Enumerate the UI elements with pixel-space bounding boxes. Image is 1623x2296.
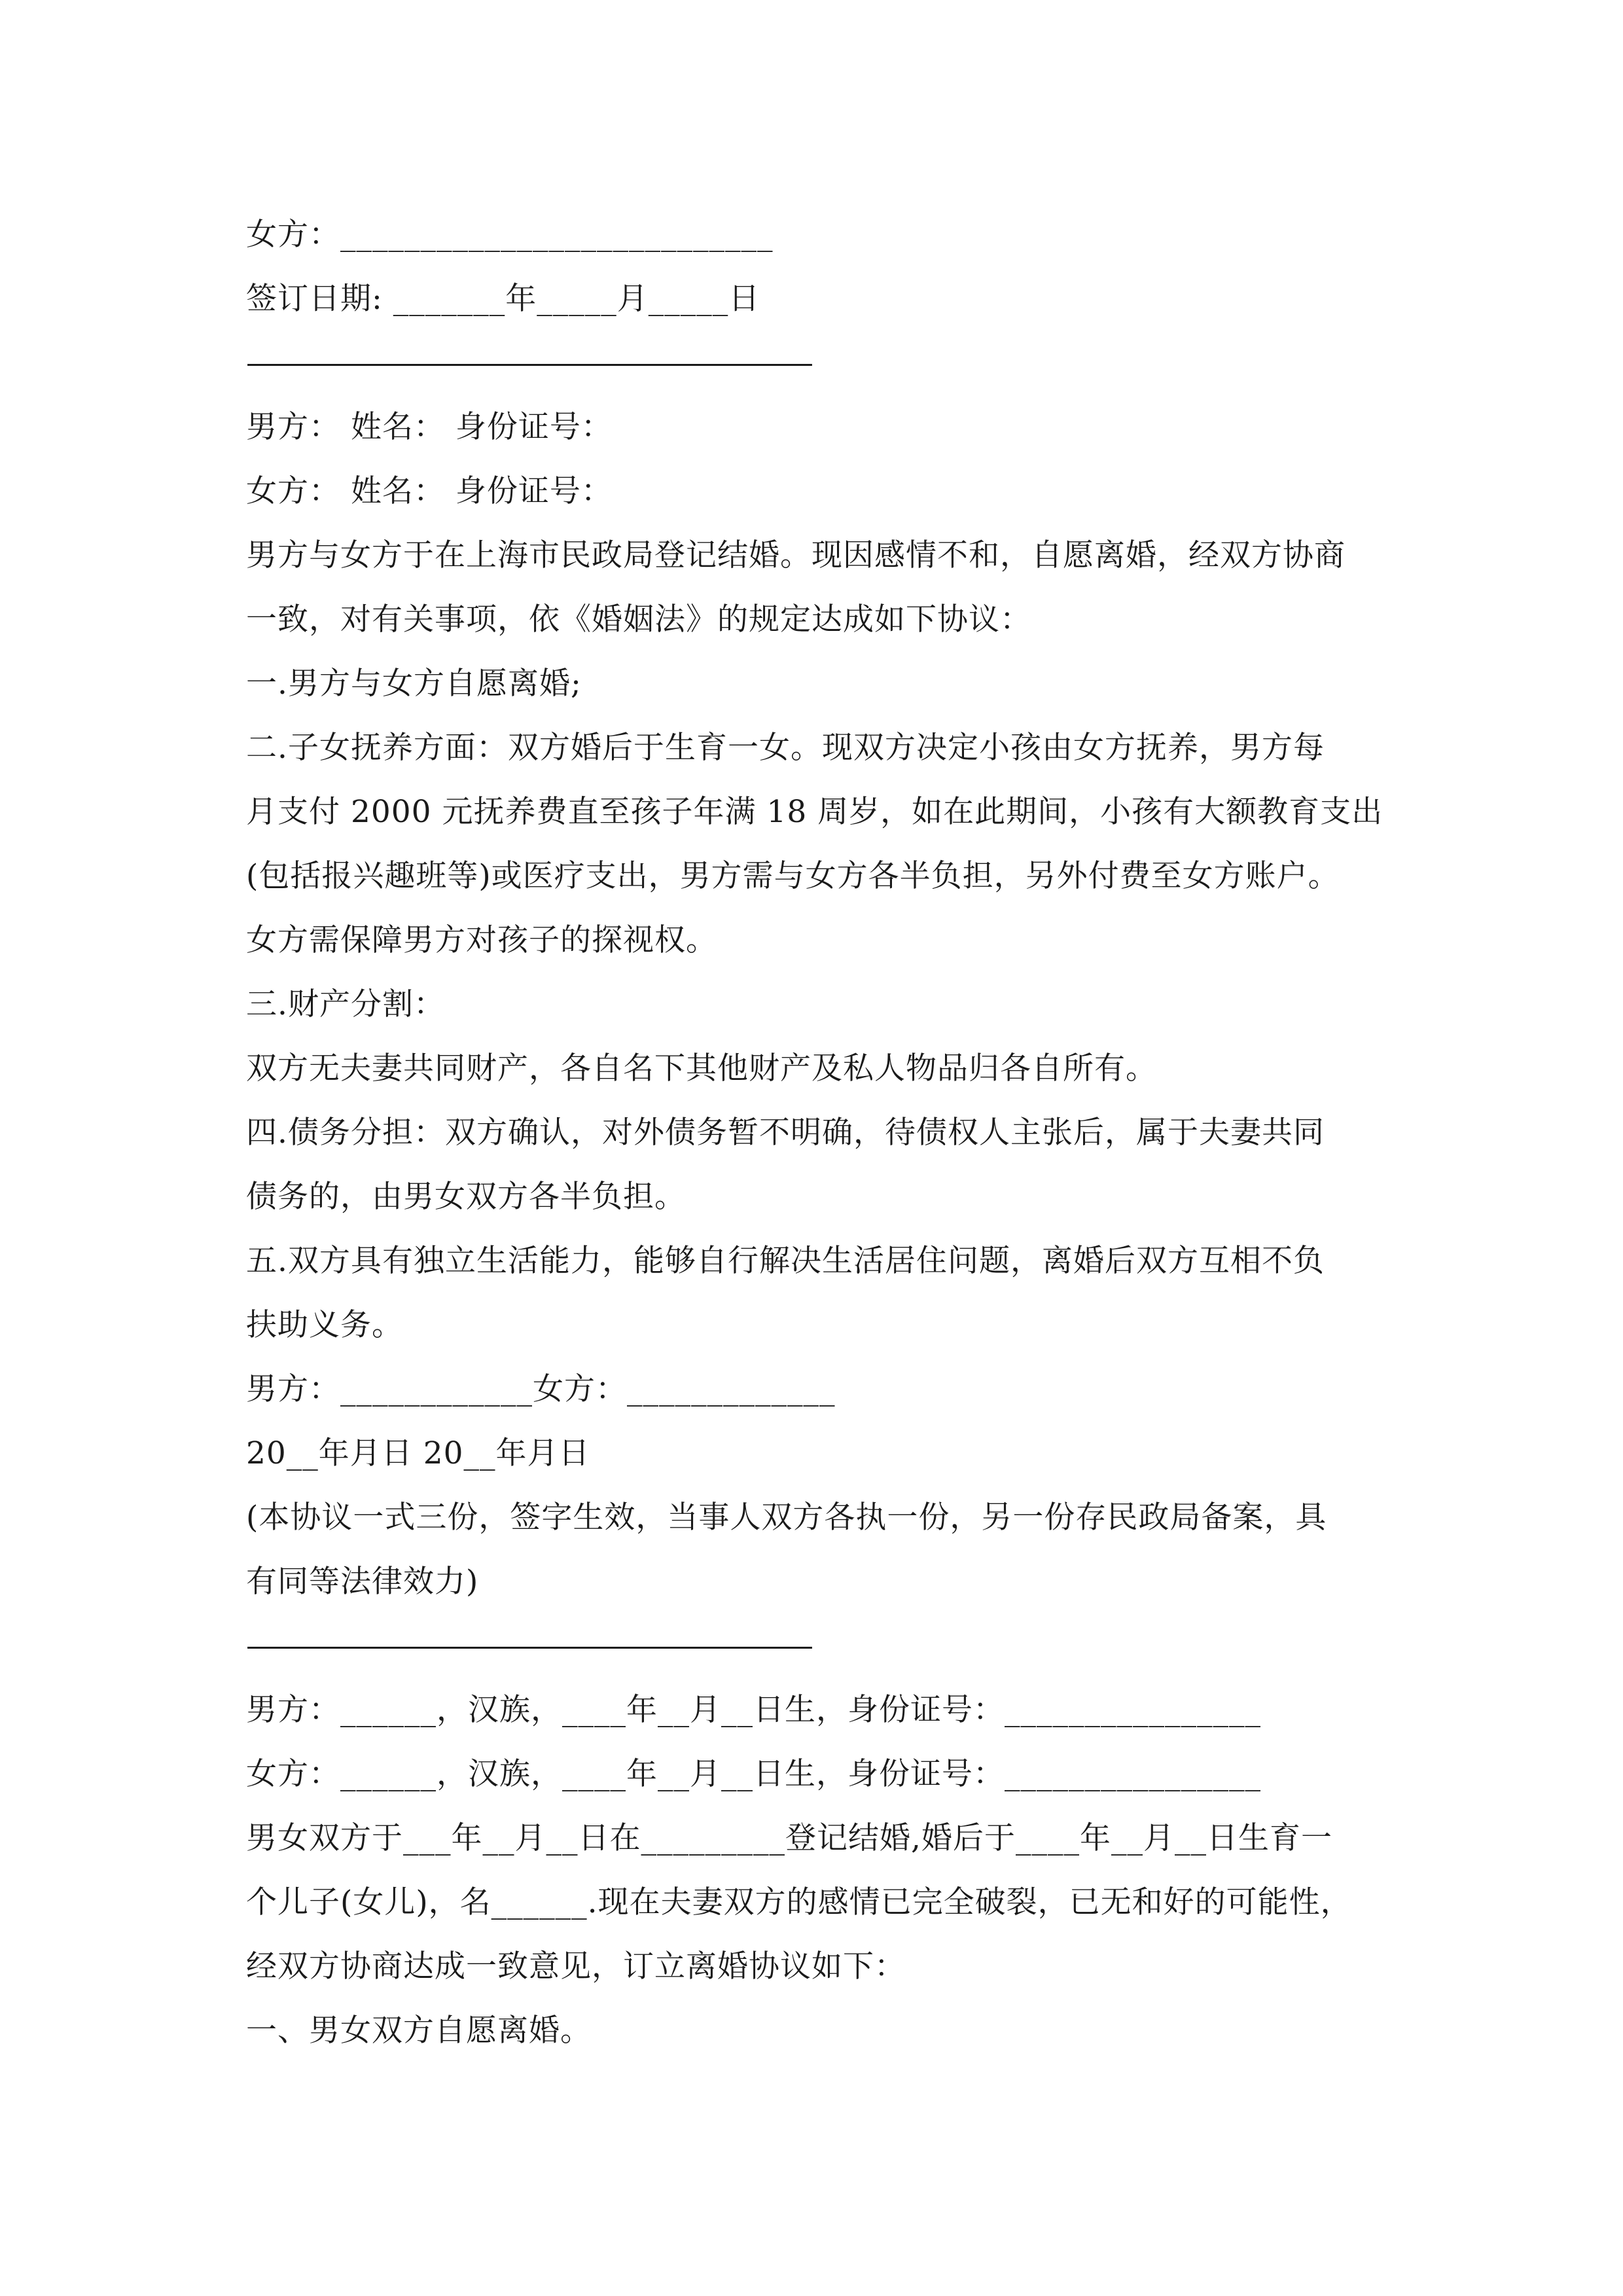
section-divider: ————————————————————— [246,1628,810,1664]
paragraph-line: 扶助义务。 [246,1307,403,1343]
female-party-details: 女方：______，汉族，____年__月__日生，身份证号：________________ [246,1756,1261,1792]
paragraph-line: (包括报兴趣班等)或医疗支出，男方需与女方各半负担，另外付费至女方账户。 [246,858,1340,894]
paragraph-line: 经双方协商达成一致意见，订立离婚协议如下： [246,1948,906,1984]
female-signature-line: 女方：___________________________ [246,217,774,253]
paragraph-line: 债务的，由男女双方各半负担。 [246,1179,686,1215]
signing-date-line: 签订日期: _______年_____月_____日 [246,281,760,317]
male-party-info: 男方： 姓名： 身份证号： [246,409,613,445]
clause-3: 三.财产分割： [246,986,445,1022]
agreement-note: (本协议一式三份，签字生效，当事人双方各执一份，另一份存民政局备案，具 [246,1499,1327,1535]
paragraph-line: 个儿子(女儿)，名______.现在夫妻双方的感情已完全破裂，已无和好的可能性， [246,1884,1352,1920]
paragraph-line: 月支付 2000 元抚养费直至孩子年满 18 周岁，如在此期间，小孩有大额教育支出 [246,794,1383,830]
paragraph-line: 男女双方于___年__月__日在_________登记结婚,婚后于____年__月__日生育一 [246,1820,1332,1856]
clause-1: 一.男方与女方自愿离婚; [246,666,582,702]
female-party-info: 女方： 姓名： 身份证号： [246,473,613,509]
agreement-note: 有同等法律效力) [246,1564,479,1600]
section-divider: ————————————————————— [246,345,810,381]
male-party-details: 男方：______，汉族，____年__月__日生，身份证号：________________ [246,1692,1261,1728]
paragraph-line: 男方与女方于在上海市民政局登记结婚。现因感情不和，自愿离婚，经双方协商 [246,537,1346,573]
document-body [246,203,1385,2063]
clause-1: 一、男女双方自愿离婚。 [246,2013,592,2049]
paragraph-line: 双方无夫妻共同财产，各自名下其他财产及私人物品归各自所有。 [246,1050,1157,1086]
clause-4: 四.债务分担：双方确认，对外债务暂不明确，待债权人主张后，属于夫妻共同 [246,1115,1325,1151]
paragraph-line: 一致，对有关事项，依《婚姻法》的规定达成如下协议： [246,601,1031,637]
paragraph-line: 女方需保障男方对孩子的探视权。 [246,922,717,958]
date-line: 20__年月日 20__年月日 [246,1435,590,1471]
clause-5: 五.双方具有独立生活能力，能够自行解决生活居住问题，离婚后双方互相不负 [246,1243,1325,1279]
signature-line: 男方：____________女方：_____________ [246,1371,836,1407]
clause-2: 二.子女抚养方面：双方婚后于生育一女。现双方决定小孩由女方抚养，男方每 [246,730,1325,766]
